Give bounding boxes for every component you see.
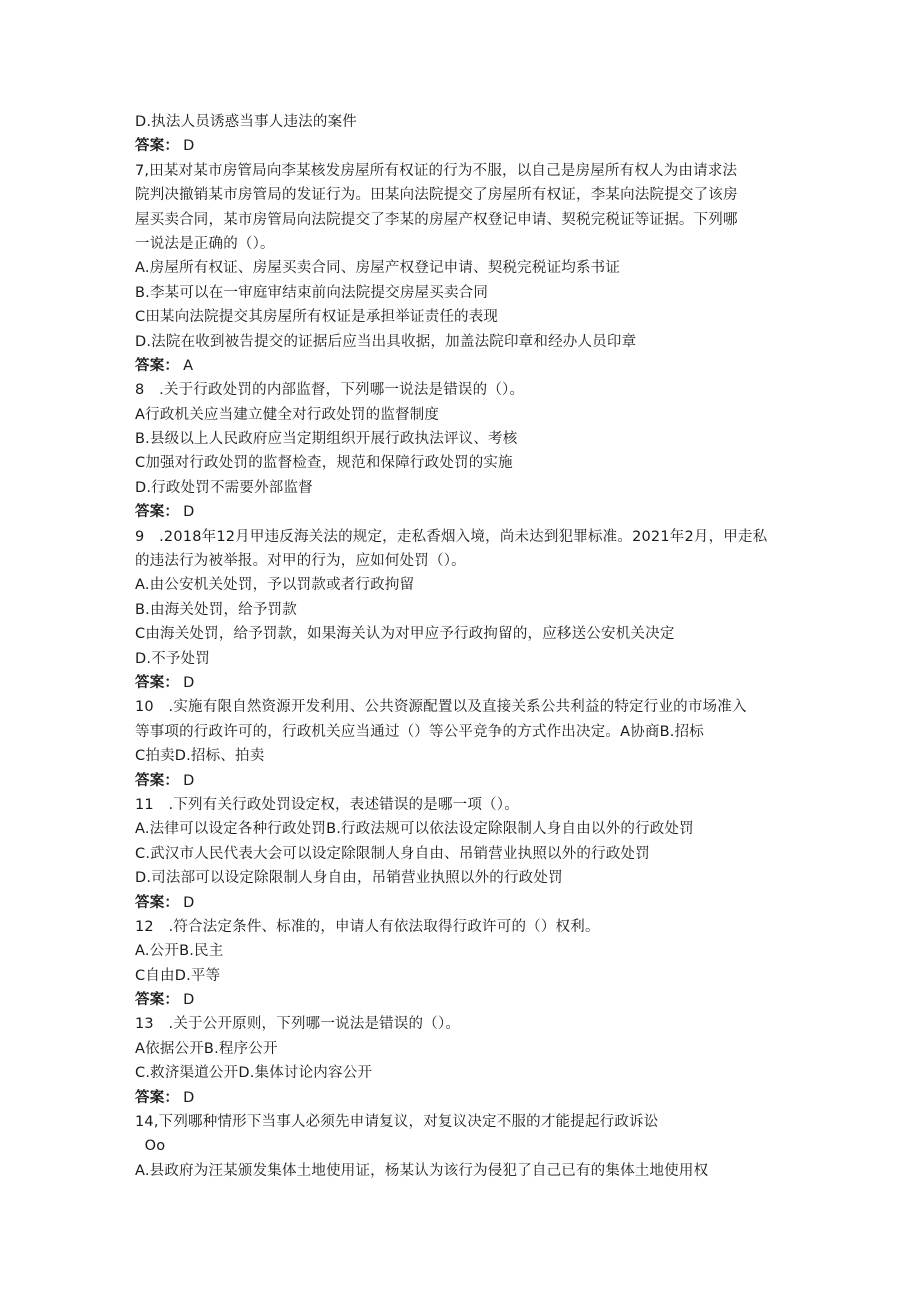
text-line: 8 .关于行政处罚的内部监督，下列哪一说法是错误的（）。 bbox=[135, 382, 525, 399]
answer-value: D bbox=[183, 772, 195, 789]
text-line: Oo bbox=[135, 1138, 166, 1155]
text-line: 10 .实施有限自然资源开发利用、公共资源配置以及直接关系公共利益的特定行业的市场准入 bbox=[135, 699, 747, 716]
text-line: 11 .下列有关行政处罚设定权，表述错误的是哪一项（）。 bbox=[135, 796, 519, 813]
text-line: 14,下列哪种情形下当事人必须先申请复议，对复议决定不服的才能提起行政诉讼 bbox=[135, 1114, 659, 1131]
answer-value: D bbox=[183, 992, 195, 1009]
answer-line bbox=[135, 671, 795, 695]
text-line: 12 .符合法定条件、标准的，申请人有依法取得行政许可的（）权利。 bbox=[135, 918, 600, 935]
text-line: 院判决撤销某市房管局的发证行为。田某向法院提交了房屋所有权证，李某向法院提交了该房 bbox=[135, 187, 738, 204]
answer-value: D bbox=[183, 1089, 195, 1106]
answer-value: D bbox=[183, 138, 195, 155]
text-line: C.救济渠道公开D.集体讨论内容公开 bbox=[135, 1065, 373, 1082]
answer-line bbox=[135, 988, 795, 1012]
text-line: A依据公开B.程序公开 bbox=[135, 1040, 278, 1057]
answer-line bbox=[135, 891, 795, 915]
text-line: B.县级以上人民政府应当定期组织开展行政执法评议、考核 bbox=[135, 431, 518, 448]
text-line: C田某向法院提交其房屋所有权证是承担举证责任的表现 bbox=[135, 309, 499, 326]
text-line: A.房屋所有权证、房屋买卖合同、房屋产权登记申请、契税完税证均系书证 bbox=[135, 260, 621, 277]
text-line: 的违法行为被举报。对甲的行为，应如何处罚（）。 bbox=[135, 553, 466, 570]
answer-line bbox=[135, 1086, 795, 1110]
text-line: 7,田某对某市房管局向李某核发房屋所有权证的行为不服，以自己是房屋所有权人为由请求法 bbox=[135, 162, 738, 179]
text-line: D.行政处罚不需要外部监督 bbox=[135, 479, 313, 496]
answer-label: 答案： bbox=[135, 138, 180, 155]
text-line: D.执法人员诱惑当事人违法的案件 bbox=[135, 114, 357, 130]
answer-label: 答案： bbox=[135, 1089, 180, 1106]
text-line: 等事项的行政许可的，行政机关应当通过（）等公平竞争的方式作出决定。A协商B.招标 bbox=[135, 723, 704, 740]
text-line: 屋买卖合同，某市房管局向法院提交了李某的房屋产权登记申请、契税完税证等证据。下列哪 bbox=[135, 211, 738, 228]
answer-line bbox=[135, 134, 795, 158]
answer-line bbox=[135, 769, 795, 793]
answer-label: 答案： bbox=[135, 894, 180, 911]
document-page bbox=[135, 110, 795, 1183]
text-line: 9 .2018年12月甲违反海关法的规定，走私香烟入境，尚未达到犯罪标准。2021年2月，甲走私 bbox=[135, 528, 768, 545]
answer-label: 答案： bbox=[135, 674, 180, 691]
answer-line bbox=[135, 354, 795, 378]
text-line: A.法律可以设定各种行政处罚B.行政法规可以依法设定除限制人身自由以外的行政处罚 bbox=[135, 821, 694, 838]
text-line: 一说法是正确的（）。 bbox=[135, 235, 275, 252]
text-line: B.由海关处罚，给予罚款 bbox=[135, 601, 297, 618]
text-line: D.不予处罚 bbox=[135, 650, 210, 667]
text-line: D.法院在收到被告提交的证据后应当出具收据，加盖法院印章和经办人员印章 bbox=[135, 333, 637, 350]
text-line: B.李某可以在一审庭审结束前向法院提交房屋买卖合同 bbox=[135, 284, 489, 301]
text-line: C由海关处罚，给予罚款，如果海关认为对甲应予行政拘留的，应移送公安机关决定 bbox=[135, 626, 675, 643]
answer-line bbox=[135, 500, 795, 524]
answer-label: 答案： bbox=[135, 504, 180, 521]
text-line: C.武汉市人民代表大会可以设定除限制人身自由、吊销营业执照以外的行政处罚 bbox=[135, 845, 650, 862]
text-line: A.由公安机关处罚，予以罚款或者行政拘留 bbox=[135, 577, 415, 594]
answer-value: A bbox=[183, 357, 194, 374]
text-line: C自由D.平等 bbox=[135, 967, 221, 984]
answer-label: 答案： bbox=[135, 992, 180, 1009]
text-line: A行政机关应当建立健全对行政处罚的监督制度 bbox=[135, 406, 440, 423]
text-line: A.县政府为汪某颁发集体土地使用证，杨某认为该行为侵犯了自己已有的集体土地使用权 bbox=[135, 1162, 709, 1179]
answer-value: D bbox=[183, 674, 195, 691]
text-line: 13 .关于公开原则，下列哪一说法是错误的（）。 bbox=[135, 1016, 461, 1033]
answer-label: 答案： bbox=[135, 772, 180, 789]
text-line: C加强对行政处罚的监督检查，规范和保障行政处罚的实施 bbox=[135, 455, 513, 472]
text-line: A.公开B.民主 bbox=[135, 943, 224, 960]
document-body bbox=[135, 110, 795, 1183]
text-line: C拍卖D.招标、拍卖 bbox=[135, 748, 265, 765]
text-line: D.司法部可以设定除限制人身自由，吊销营业执照以外的行政处罚 bbox=[135, 870, 563, 887]
answer-value: D bbox=[183, 894, 195, 911]
answer-value: D bbox=[183, 504, 195, 521]
answer-label: 答案： bbox=[135, 357, 180, 374]
